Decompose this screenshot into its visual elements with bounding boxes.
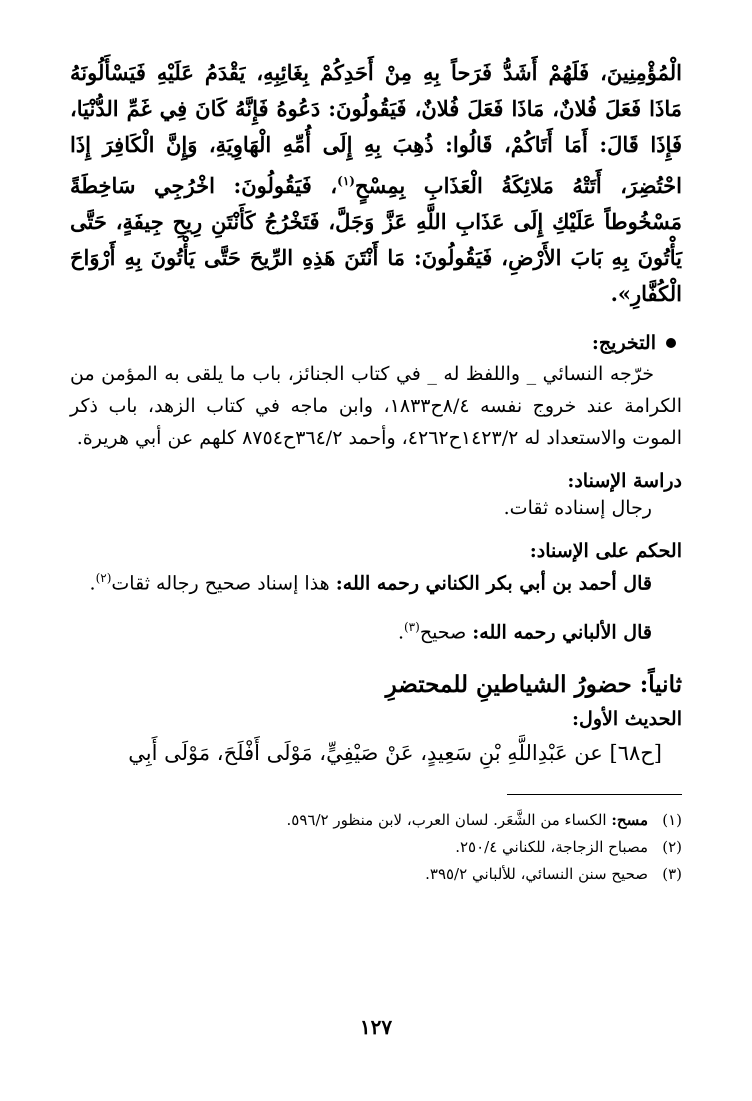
footnote-divider bbox=[507, 794, 682, 795]
hadith-text-part-2: ، فَيَقُولُونَ: اخْرُجِي سَاخِطَةً مَسْخُوطاً عَلَيْكِ إِلَى عَذَابِ اللَّهِ عَزَّ وَجَلَّ، فَتَخْرُجُ كَأَنْتَنِ رِيحِ جِيفَةٍ، حَتَّى يَأْتُونَ بِهِ بَابَ الأَرْضِ، فَيَقُولُونَ: مَا أَنْتَنَ هَذِهِ الرِّيحَ حَتَّى يَأْتُونَ بِهِ أَرْوَاحَ الْكُفَّارِ». bbox=[70, 173, 682, 306]
first-hadith-label: الحديث الأول: bbox=[572, 707, 682, 730]
footnote-ref-1[interactable]: (١) bbox=[337, 174, 355, 188]
footnote-ref-3[interactable]: (٣) bbox=[403, 620, 420, 635]
footnote-term: مسح: bbox=[611, 810, 648, 829]
takhrij-text: خرّجه النسائي _ واللفظ له _ في كتاب الجنائز، باب ما يلقى به المؤمن من الكرامة عند خروج نفسه ٨/٤ح١٨٣٣، وابن ماجه في كتاب الزهد، باب ذكر الموت والاستعداد له ١٤٢٣/٢ح٤٢٦٢، وأحمد ٣٦٤/٢ح٨٧٥٤ كلهم عن أبي هريرة. bbox=[70, 363, 682, 449]
isnad-study-text: رجال إسناده ثقات. bbox=[503, 497, 652, 519]
albani-ruling: قال الألباني رحمه الله: صحيح$^{(٣)}$. bbox=[397, 620, 652, 644]
footnote-number: (٢) bbox=[662, 837, 682, 856]
hadith-text-part-1: الْمُؤْمِنِينَ، فَلَهُمْ أَشَدُّ فَرَحاً بِهِ مِنْ أَحَدِكُمْ بِغَائِبِهِ، يَقْدَمُ عَلَيْهِ فَيَسْأَلُونَهُ مَاذَا فَعَلَ فُلانٌ، مَاذَا فَعَلَ فُلانٌ، فَيَقُولُونَ: دَعُوهُ فَإِنَّهُ كَانَ فِي غَمِّ الدُّنْيَا، فَإِذَا قَالَ: أَمَا أَتَاكُمْ، قَالُوا: ذُهِبَ بِهِ إِلَى أُمِّهِ الْهَاوِيَةِ، وَإِنَّ الْكَافِرَ إِذَا احْتُضِرَ، أَتَتْهُ مَلائِكَةُ الْعَذَابِ بِمِسْحٍ bbox=[70, 60, 682, 198]
ruling-heading: الحكم على الإسناد: bbox=[529, 540, 682, 562]
kinani-label: قال أحمد بن أبي بكر الكناني رحمه الله: bbox=[335, 572, 652, 595]
isnad-study-heading: دراسة الإسناد: bbox=[567, 470, 682, 492]
footnote-number: (٣) bbox=[662, 864, 682, 883]
takhrij-heading-label: التخريج: bbox=[591, 332, 656, 354]
footnote-number: (١) bbox=[662, 810, 682, 829]
hadith-text bbox=[70, 55, 682, 312]
footnote-ref-2[interactable]: (٢) bbox=[95, 571, 112, 585]
footnote-item bbox=[70, 861, 682, 888]
footnote-item bbox=[70, 834, 682, 861]
kinani-ruling: قال أحمد بن أبي بكر الكناني رحمه الله: هذا إسناد صحيح رجاله ثقات$^{(٢)}$. bbox=[89, 571, 652, 595]
page-number: ١٢٧ bbox=[359, 1015, 393, 1039]
bullet-icon bbox=[666, 338, 676, 348]
first-hadith-text: [ح٦٨] عن عَبْدِاللَّهِ بْنِ سَعِيدٍ، عَنْ صَيْفِيٍّ، مَوْلَى أَفْلَحَ، مَوْلَى أَبِي bbox=[128, 740, 662, 765]
kinani-text: هذا إسناد صحيح رجاله ثقات bbox=[111, 572, 330, 595]
section-heading: ثانياً: حضورُ الشياطينِ للمحتضرِ bbox=[385, 670, 682, 698]
page-body bbox=[70, 55, 682, 888]
footnote-text: صحيح سنن النسائي، للألباني ٣٩٥/٢. bbox=[425, 864, 648, 883]
albani-text: صحيح bbox=[419, 621, 467, 644]
albani-label: قال الألباني رحمه الله: bbox=[472, 621, 652, 644]
takhrij-heading bbox=[70, 332, 682, 354]
footnote-text: مصباح الزجاجة، للكناني ٢٥٠/٤. bbox=[455, 837, 648, 856]
footnote-item bbox=[70, 807, 682, 834]
footnotes bbox=[70, 807, 682, 888]
footnote-text: الكساء من الشَّعَر. لسان العرب، لابن منظور ٥٩٦/٢. bbox=[286, 810, 607, 829]
